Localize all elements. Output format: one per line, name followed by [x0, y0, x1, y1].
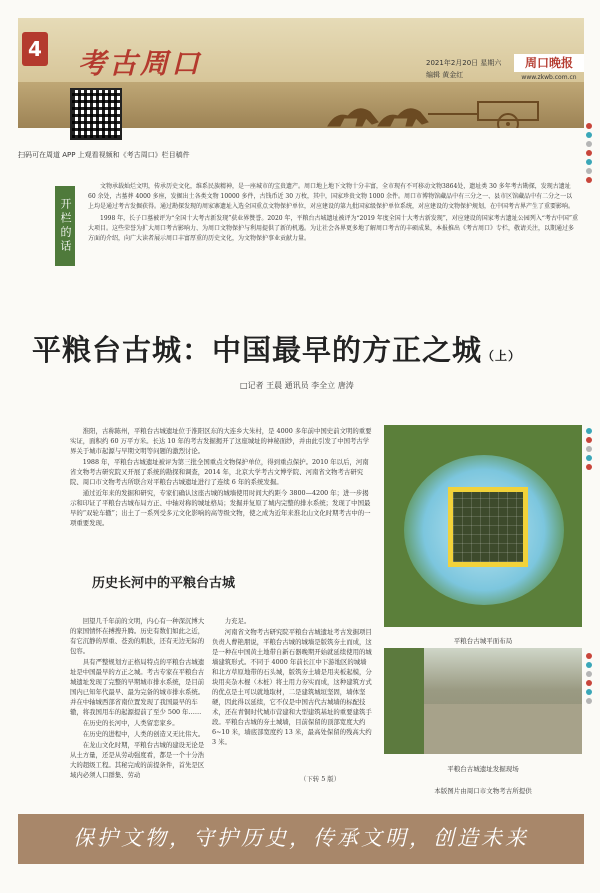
column-paragraph: 在龙山文化时期，平粮台古城的建设无论是从土方量，还是从劳动强度看，都是一个十分浩大的超级工程。其秘完成的前提条件，首先是区域内必须人口群集、劳动 — [70, 741, 205, 779]
paper-logo: 周口晚报 — [514, 54, 584, 72]
side-dots-bottom — [586, 650, 598, 707]
slogan-banner — [18, 814, 584, 864]
article-title-suffix: （上） — [482, 349, 522, 363]
column-paragraph: 河南省文物考古研究院平粮台古城遗址考古发掘项目负责人曹艳朋说，平粮台古城的城墙是版筑夯土而成，这是一种在中国黄土地带自新石器晚期开始就延续使用的城墙建筑形式。不同于 4000 年前长江中下游地区的城墙和北方草原地带的石头城，版筑夯土墙是用夹板起模，分块用夹杂木棍（木桩）将土用力夯实而成，这种建筑方式的优点是土可以就地取材，二是建筑城垣坚固，墙体坚硬，因此得以延续，它不仅是中国古代古城墙的标配技术，还在青铜时代城市营建和大型建筑基址的重要建筑手段。平粮台古城的夯土城墙，目前保留的顶部宽度大约 6~10 米，墙底部宽度约 13 米，最高处保留的残高大约 3 米。 — [212, 628, 372, 746]
column-paragraph: 具有严整规划方正格局特点的平粮台古城遗址是中国最早的方正之城。考古专家在平粮台古城遗址发现了完整的早期城市排水系统，是目前国内已知年代最早、最为完备的城市排水系统。并在中轴城西部省南位置发现了我国最早的车辙，将我国用车的起源提前了至少 500 年…… — [70, 658, 205, 716]
column-paragraph: 力充足。 — [224, 617, 251, 625]
continue-note: （下转 5 版） — [300, 775, 341, 783]
article-byline: □记者 王晨 通讯员 李全立 唐涛 — [240, 381, 354, 390]
column-paragraph: 在历史的长河中，人类留恋家乡。 — [82, 719, 179, 727]
article-title-text: 平粮台古城：中国最早的方正之城 — [32, 333, 483, 367]
middle-column — [212, 616, 372, 748]
column-title: 考古周口 — [78, 47, 203, 80]
side-dots-mid — [586, 425, 598, 473]
site-plan-photo — [384, 425, 582, 627]
article-title — [32, 328, 521, 369]
paper-url: www.zkwb.com.cn — [521, 74, 577, 81]
lead-paragraph: 1988 年，平粮台古城遗址被评为第三批全国重点文物保护单位，得到重点保护。2010 年以后，河南省文物考古研究院又开展了系统的勘探和调查，2014 年，北京大学考古文博学院、河南省文物考古研究院、周口市文物考古所联合对平粮台古城遗址进行了连续 6 年的系统发掘。 — [70, 458, 369, 486]
editor-line: 编辑 黄金红 — [426, 71, 464, 79]
lead-text — [70, 426, 372, 529]
photo-caption-plan: 平粮台古城平面布局 — [453, 637, 513, 645]
side-dots-top — [586, 120, 598, 186]
page-number: 4 — [22, 32, 48, 66]
qr-caption: 扫码可在周道 APP 上观看视频和《考古周口》栏目稿件 — [18, 151, 190, 159]
intro-text — [88, 182, 578, 246]
issue-date: 2021年2月20日 星期六 — [426, 59, 502, 67]
left-column — [70, 616, 208, 781]
lead-paragraph: 淮阳，古称陈州，平粮台古城遗址位于淮阳区东的大连乡大朱村，是 4000 多年前中国史前文明的重要实证，面积约 60 万平方米。长达 10 年的考古发掘揭开了这座城址的神秘面纱，并由此引发了中国考古学界关于城市起源与早期文明等问题的激烈讨论。 — [70, 427, 372, 455]
photo-credit: 本版图片由周口市文物考古所提供 — [434, 787, 532, 795]
lead-paragraph: 通过近年来的发掘和研究，专家们确认这座古城的城墙使用时间大约距今 3800—4200 年；进一步揭示和印证了平粮台古城布局方正、中轴对称的城址格局；发掘并复原了城内完整的排水系统；发现了中国最早的“双轮车辙”；出土了一系列受多元文化影响的高等级文物，使之成为近年来淮北山文化时期考古中的一项重要发现。 — [70, 489, 371, 527]
column-paragraph: 在历史的进程中，人类的创造又无比伟大。 — [82, 730, 205, 738]
city-square-outline — [448, 487, 528, 567]
column-paragraph: 回望几千年前的文明，内心有一种深沉博大的家国情怀在搏搜升腾。历史有数们如此之近，有它沉静的厚重、苍劲的肌肤，还有无边无际的包容。 — [70, 617, 205, 655]
excavation-photo — [384, 648, 582, 754]
intro-paragraph: 文物承载灿烂文明，传承历史文化，维系民族精神，是一座城市的宝贵遗产。周口地上地下文物十分丰富，全市现有不可移动文物3864处，遗址类 30 多年考古勘探，发现古遗址 60 余处，古墓葬 4000 多座，发掘出土各类文物 10000 多件，古钱币近 30 万枚，其中，国家珍贵文物 1000 余件。周口市博物馆藏品中有三分之一、县市区馆藏品中有二分之一以上均是通过考古发掘获得。通过勘探发现的周家寨遗址入选全国重点文物保护单位，对应建设的第九批国家级保护单位系统，对应建设的文物保护规划，在中国考古界产生了重要影响。 — [88, 183, 575, 210]
qr-code[interactable] — [70, 88, 122, 140]
intro-tag: 开栏的话 — [55, 186, 75, 266]
photo-caption-excavation: 平粮台古城遗址发掘现场 — [447, 765, 519, 773]
section-heading: 历史长河中的平粮台古城 — [92, 576, 236, 591]
slogan-text: 保护文物，守护历史，传承文明，创造未来 — [73, 826, 529, 850]
intro-paragraph: 1998 年，长子口墓被评为“全国十大考古新发现”获业界赞誉。2020 年，平粮台古城遗址被评为“2019 年度全国十大考古新发现”，对应建设的国家考古遗址公园列入“考古中国”重大项目。这些荣誉为扩大周口考古影响力、为周口文物保护与利用提供了新的机遇。为让社会各界更多地了解周口考古的丰硕成果，本报推出《考古周口》专栏，敬请关注，以期通过多方面的介绍，向广大读者展示周口丰富厚重的历史文化，为文物保护事业贡献力量。 — [88, 215, 578, 242]
chariot-illustration-icon — [318, 96, 568, 128]
tree-foreground — [384, 648, 424, 754]
